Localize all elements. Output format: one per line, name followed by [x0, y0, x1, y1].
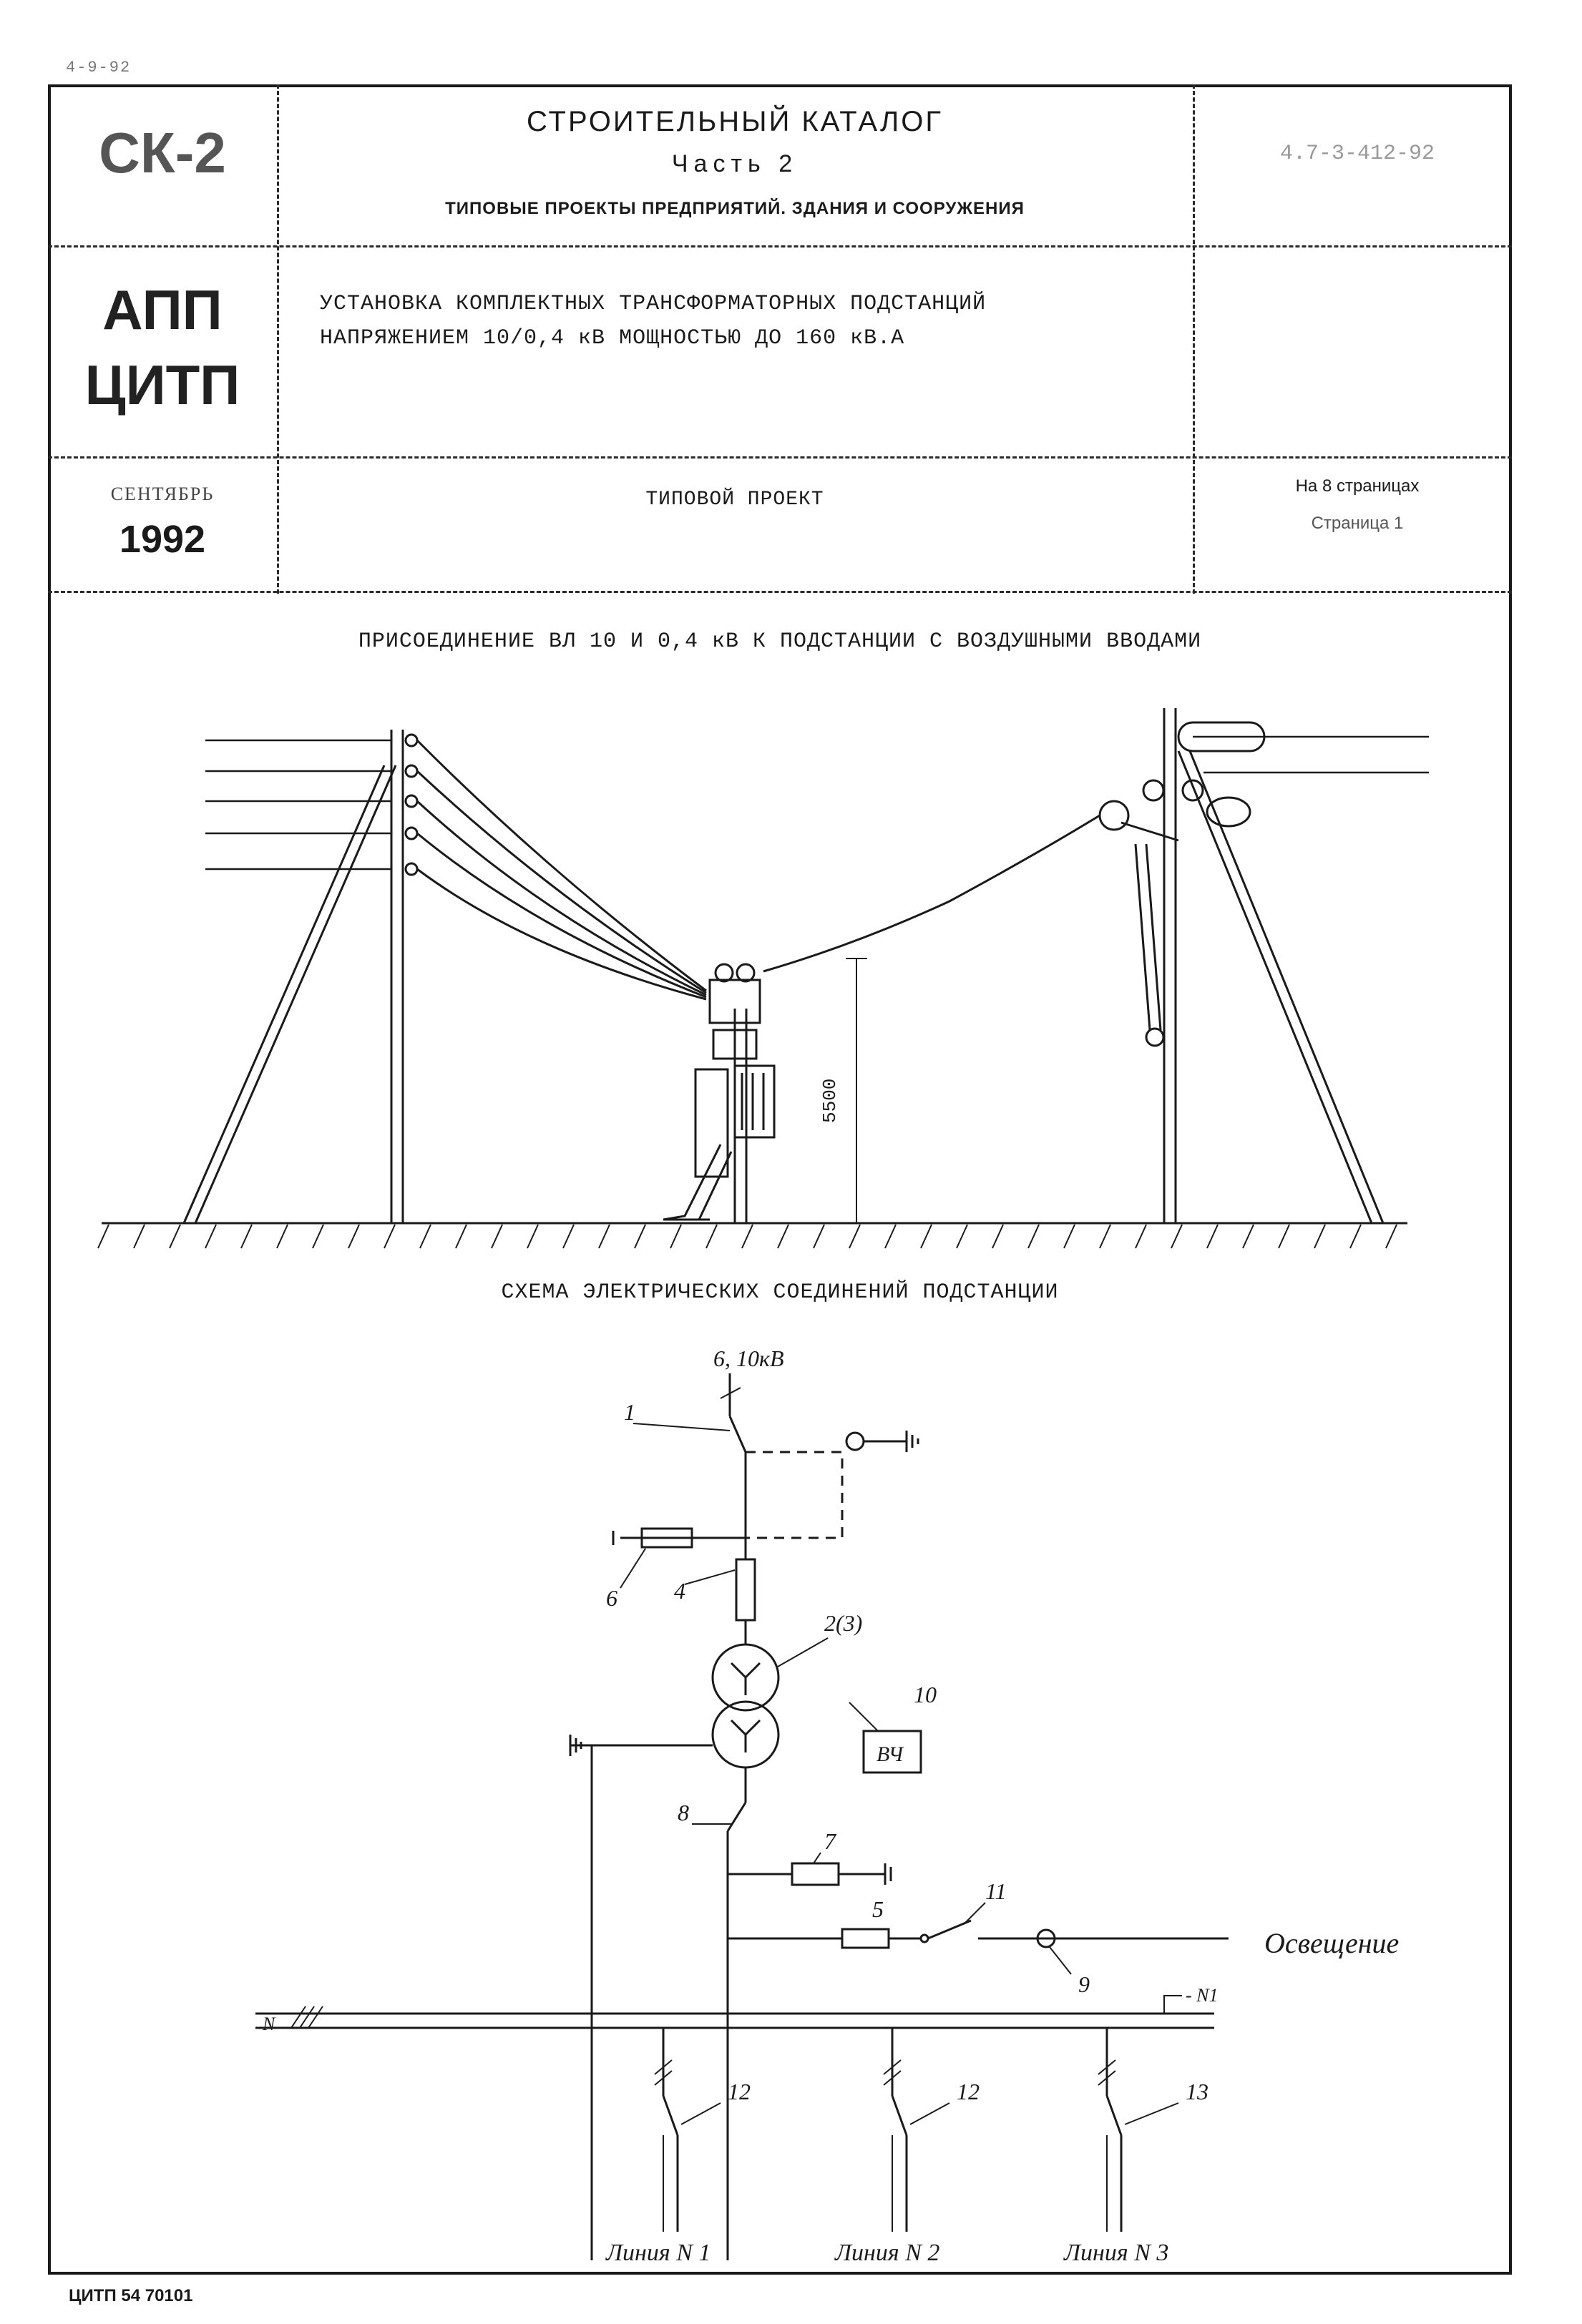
catalog-code: СК-2	[99, 121, 226, 185]
overhead-connection-drawing	[48, 687, 1512, 1259]
drawing-2-caption: СХЕМА ЭЛЕКТРИЧЕСКИХ СОЕДИНЕНИЙ ПОДСТАНЦИИ	[501, 1280, 1059, 1305]
dimension-label: 5500	[819, 1078, 841, 1123]
surge-arrester-7	[792, 1863, 839, 1885]
meter-label: ВЧ	[877, 1742, 904, 1766]
project-type: ТИПОВОЙ ПРОЕКТ	[645, 489, 824, 511]
bus-label: N	[263, 2014, 275, 2034]
callout-12b: 12	[957, 2079, 980, 2104]
callout-11: 11	[985, 1878, 1007, 1904]
incoming-wires	[205, 740, 391, 869]
electrical-schematic	[48, 1330, 1512, 2260]
ground-hatching	[98, 1225, 1397, 1248]
title-block-divider-right	[1193, 84, 1195, 594]
disconnector-1	[730, 1416, 746, 1452]
span-wire	[763, 815, 1100, 971]
callout-9: 9	[1078, 1971, 1090, 1997]
fuse-5	[842, 1929, 889, 1948]
left-pole	[184, 730, 403, 1223]
outgoing-feeder-2	[884, 2028, 907, 2232]
callout-8: 8	[678, 1800, 689, 1825]
callout-7: 7	[824, 1828, 836, 1854]
lighting-label: Освещение	[1264, 1927, 1400, 1959]
breaker-8	[728, 1803, 746, 1831]
drawing-1-caption: ПРИСОЕДИНЕНИЕ ВЛ 10 И 0,4 кВ К ПОДСТАНЦИИ С ВОЗДУШНЫМИ ВВОДАМИ	[358, 629, 1202, 654]
catalog-part: Часть 2	[671, 150, 799, 177]
project-title-line-1: УСТАНОВКА КОМПЛЕКТНЫХ ТРАНСФОРМАТОРНЫХ ПОДСТАНЦИЙ	[320, 292, 987, 316]
title-block-rule-1	[48, 245, 1512, 247]
footer-code: ЦИТП 54 70101	[69, 2286, 193, 2305]
callout-13: 13	[1186, 2079, 1209, 2104]
page-number: Страница 1	[1311, 514, 1404, 533]
org-line-2: ЦИТП	[84, 353, 240, 416]
title-block	[48, 84, 1512, 594]
line-label-2: Линия N 2	[835, 2240, 940, 2260]
catalog-title: СТРОИТЕЛЬНЫЙ КАТАЛОГ	[527, 106, 943, 137]
release-month: СЕНТЯБРЬ	[110, 484, 215, 504]
document-number: 4.7-3-412-92	[1279, 142, 1435, 166]
callout-10: 10	[914, 1682, 937, 1707]
outgoing-feeder-3	[1098, 2028, 1121, 2232]
voltage-label: 6, 10кВ	[713, 1345, 784, 1371]
callout-4: 4	[674, 1578, 685, 1604]
drop-wires	[417, 740, 706, 999]
callout-2: 2(3)	[824, 1610, 863, 1636]
right-pole	[1100, 708, 1383, 1223]
dimension-line	[846, 958, 867, 1223]
callout-6: 6	[606, 1585, 617, 1611]
callout-5: 5	[872, 1896, 884, 1922]
outgoing-wires-right	[1193, 737, 1429, 773]
outgoing-feeder-1	[655, 2028, 678, 2232]
substation-ktp	[663, 964, 774, 1223]
line-label-1: Линия N 1	[606, 2240, 711, 2260]
release-year: 1992	[119, 518, 206, 561]
corner-note: 4-9-92	[66, 59, 132, 77]
line-label-3: Линия N 3	[1064, 2240, 1169, 2260]
callout-1: 1	[624, 1399, 635, 1425]
transformer-2	[713, 1644, 778, 1767]
fuse-4	[736, 1559, 755, 1620]
earth-branch	[746, 1452, 842, 1538]
catalog-subtitle: ТИПОВЫЕ ПРОЕКТЫ ПРЕДПРИЯТИЙ. ЗДАНИЯ И СООРУЖЕНИЯ	[445, 199, 1025, 218]
n1-label: - N1	[1186, 1985, 1219, 2006]
project-title-line-2: НАПРЯЖЕНИЕМ 10/0,4 кВ МОЩНОСТЬЮ ДО 160 кВ.А	[320, 326, 905, 350]
leader-lines	[620, 1423, 1178, 2124]
org-line-1: АПП	[102, 278, 223, 341]
callout-12a: 12	[728, 2079, 751, 2104]
title-block-rule-2	[48, 456, 1512, 459]
title-block-rule-3	[48, 591, 1512, 593]
pages-info: На 8 страницах	[1295, 476, 1420, 496]
left-insulators	[406, 735, 417, 875]
